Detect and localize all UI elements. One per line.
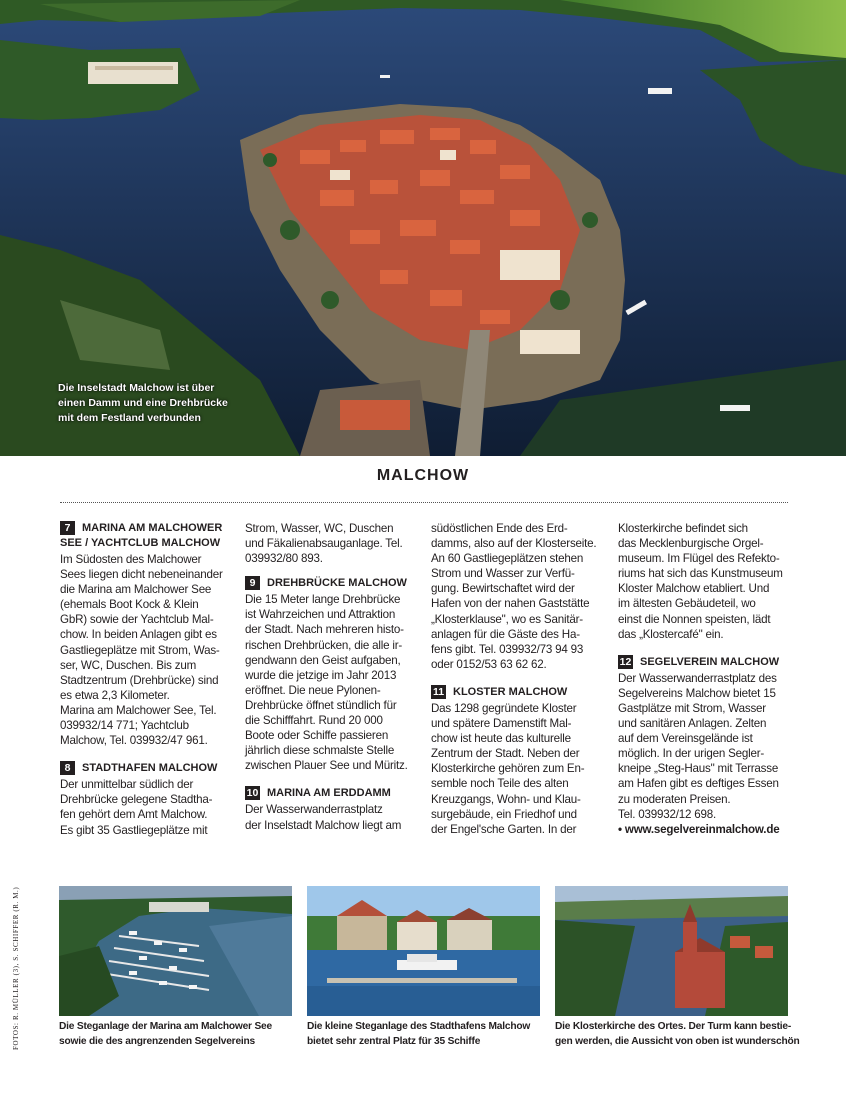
heading-text: DREHBRÜCKE MALCHOW — [267, 577, 407, 590]
body-line: „Klosterklause", wo es Sanitär- — [431, 612, 583, 626]
heading-text: SEE / YACHTCLUB MALCHOW — [60, 537, 221, 549]
caption-line: gen werden, die Aussicht von oben ist wunderschön — [555, 1036, 800, 1047]
caption-line: Die Inselstadt Malchow ist über — [58, 382, 215, 394]
hero-caption — [58, 381, 258, 426]
body-line: oder 0152/53 63 62 62. — [431, 657, 547, 671]
body-line: das „Klostercafé" ein. — [618, 627, 724, 641]
body-line: Zentrum der Stadt. Neben der — [431, 747, 580, 761]
body-line: rischen Drehbrücken, die alle ir- — [245, 638, 403, 652]
body-line: Marina am Malchower See, Tel. — [60, 703, 217, 717]
body-line: gung. Bewirtschaftet wird der — [431, 582, 575, 596]
body-line: Es gibt 35 Gastliegeplätze mit — [60, 823, 208, 837]
section-heading-11 — [431, 685, 611, 700]
body-line: zwischen Plauer See und Müritz. — [245, 759, 408, 773]
body-line: möglich. In der urigen Segler- — [618, 747, 765, 761]
number-badge: 9 — [245, 576, 260, 590]
body-line: Der Wasserwanderrastplatz — [245, 803, 383, 817]
body-line: damms, also auf der Klosterseite. — [431, 537, 597, 551]
hero-photo — [0, 0, 846, 456]
body-line: An 60 Gastliegeplätzen stehen — [431, 552, 584, 566]
body-line: der Engel'sche Garten. In der — [431, 822, 577, 836]
body-line: riums hat sich das Kunstmuseum — [618, 567, 783, 581]
body-line: wurde die jetzige im Jahr 2013 — [245, 668, 397, 682]
caption-line: einen Damm und eine Drehbrücke — [58, 397, 228, 409]
body-line: (ehemals Boot Kock & Klein — [60, 598, 199, 612]
body-line: 039932/80 893. — [245, 552, 323, 566]
number-badge: 11 — [432, 685, 445, 698]
section-heading-7 — [60, 521, 245, 551]
body-line: Malchow, Tel. 039932/47 961. — [60, 734, 208, 748]
number-badge: 7 — [60, 521, 75, 535]
aerial-marina-jetties — [59, 886, 292, 1016]
body-line: Klosterkirche gehören zum En- — [431, 762, 585, 776]
body-line: Der unmittelbar südlich der — [60, 778, 194, 792]
body-line: und Fäkalienabsauganlage. Tel. — [245, 537, 403, 551]
body-line: im ältesten Gebäudeteil, wo — [618, 597, 756, 611]
heading-text: STADTHAFEN MALCHOW — [82, 762, 218, 775]
body-line: chow. In beiden Anlagen gibt es — [60, 628, 217, 642]
caption-line: Die Steganlage der Marina am Malchower See — [59, 1021, 272, 1032]
section-heading-12 — [618, 655, 798, 670]
section-title: MALCHOW — [376, 467, 470, 484]
body-line: Gastplätze mit Strom, Wasser — [618, 701, 766, 715]
body-line: chow ist heute das kulturelle — [431, 732, 571, 746]
body-line: fens gibt. Tel. 039932/73 94 93 — [431, 642, 584, 656]
heading-text: MARINA AM ERDDAMM — [267, 787, 391, 800]
body-line: einst die Nonnen speisten, lädt — [618, 612, 771, 626]
photo-credit: FOTOS: R. MÜLLER (3), S. SCHIFFER (R. M.) — [12, 886, 20, 1050]
website-link[interactable]: • www.segelvereinmalchow.de — [618, 822, 780, 836]
body-line: am Hafen gibt es deftiges Essen — [618, 777, 779, 791]
body-line: fen gehört dem Amt Malchow. — [60, 808, 208, 822]
body-line: Der Wasserwanderrastplatz des — [618, 671, 777, 685]
body-line: der Inselstadt Malchow liegt am — [245, 818, 402, 832]
photo-caption-church — [555, 1019, 800, 1049]
section-heading-10 — [245, 786, 425, 801]
section-heading-8 — [60, 761, 245, 776]
text-column-4 — [618, 521, 798, 837]
body-line: Gastliegeplätze mit Strom, Was- — [60, 643, 220, 657]
harbor-boats-town — [307, 886, 540, 1016]
body-line: die Marina am Malchower See — [60, 583, 212, 597]
caption-line: bietet sehr zentral Platz für 35 Schiffe — [307, 1036, 481, 1047]
body-line: eröffnet. Die neue Pylonen- — [245, 683, 381, 697]
photo-caption-harbor — [307, 1019, 530, 1049]
body-line: ist Wahrzeichen und Attraktion — [245, 608, 396, 622]
body-line: auf dem Vereinsgelände ist — [618, 732, 753, 746]
body-line: Boote oder Schiffe passieren — [245, 729, 389, 743]
body-line: und spätere Damenstift Mal- — [431, 717, 572, 731]
body-line: Sees liegen dicht nebeneinander — [60, 568, 223, 582]
body-line: kneipe „Steg-Haus" mit Terrasse — [618, 762, 779, 776]
heading-text: KLOSTER MALCHOW — [453, 685, 568, 698]
body-line: zu moderaten Preisen. — [618, 792, 731, 806]
body-line: Klosterkirche befindet sich — [618, 522, 748, 535]
body-line: Segelvereins Malchow bietet 15 — [618, 686, 776, 700]
body-line: gendwann den Geist aufgaben, — [245, 653, 401, 667]
body-line: Drehbrücke gelegene Stadtha- — [60, 793, 213, 807]
body-line: jährlich diese schmalste Stelle — [245, 744, 395, 758]
body-line: die Schifffahrt. Rund 20 000 — [245, 714, 383, 728]
number-badge: 12 — [619, 655, 632, 668]
body-line: 039932/14 771; Yachtclub — [60, 719, 189, 733]
caption-line: Die kleine Steganlage des Stadthafens Malchow — [307, 1021, 531, 1032]
section-heading-9 — [245, 576, 425, 591]
photo-harbor — [307, 886, 540, 1016]
body-line: südöstlichen Ende des Erd- — [431, 522, 568, 535]
body-line: Stadtzentrum (Drehbrücke) sind — [60, 673, 219, 687]
body-line: GbR) sowie der Yachtclub Mal- — [60, 613, 214, 627]
caption-line: mit dem Festland verbunden — [58, 412, 201, 424]
body-line: Im Südosten des Malchower — [60, 553, 202, 566]
body-line: Das 1298 gegründete Kloster — [431, 701, 577, 715]
body-line: das Mecklenburgische Orgel- — [618, 537, 764, 551]
number-badge: 10 — [246, 787, 259, 800]
body-line: Drehbrücke öffnet stündlich für — [245, 698, 397, 712]
text-column-3 — [431, 521, 611, 837]
body-line: surgebäude, ein Friedhof und — [431, 807, 577, 821]
body-line: semble noch Teile des alten — [431, 777, 569, 791]
photo-marina — [59, 886, 292, 1016]
body-line: Strom, Wasser, WC, Duschen — [245, 522, 394, 535]
dotted-divider — [60, 502, 788, 503]
heading-text: SEGELVEREIN MALCHOW — [640, 655, 780, 668]
body-line: Kloster Malchow etabliert. Und — [618, 582, 770, 596]
body-line: ser, WC, Duschen. Bis zum — [60, 658, 197, 672]
body-line: der Stadt. Nach mehreren histo- — [245, 623, 404, 637]
body-line: museum. Im Flügel des Refekto- — [618, 552, 780, 566]
monastery-church-aerial — [555, 886, 788, 1016]
number-badge: 8 — [60, 761, 75, 775]
body-line: Strom und Wasser zur Verfü- — [431, 567, 575, 581]
text-column-2 — [245, 521, 425, 833]
body-line: Die 15 Meter lange Drehbrücke — [245, 593, 401, 607]
photo-caption-marina — [59, 1019, 272, 1049]
caption-line: Die Klosterkirche des Ortes. Der Turm kann bestie- — [555, 1021, 792, 1032]
caption-line: sowie die des angrenzenden Segelvereins — [59, 1036, 256, 1047]
body-line: und sanitären Anlagen. Zelten — [618, 717, 767, 731]
heading-text: MARINA AM MALCHOWER — [82, 522, 223, 534]
body-line: Kreuzgangs, Wohn- und Klau- — [431, 792, 581, 806]
body-line: Tel. 039932/12 698. — [618, 807, 717, 821]
body-line: anlagen für die Gäste des Ha- — [431, 627, 580, 641]
text-column-1 — [60, 521, 245, 838]
body-line: Hafen von der nahen Gaststätte — [431, 597, 590, 611]
body-line: es etwa 2,3 Kilometer. — [60, 688, 170, 702]
photo-church — [555, 886, 788, 1016]
